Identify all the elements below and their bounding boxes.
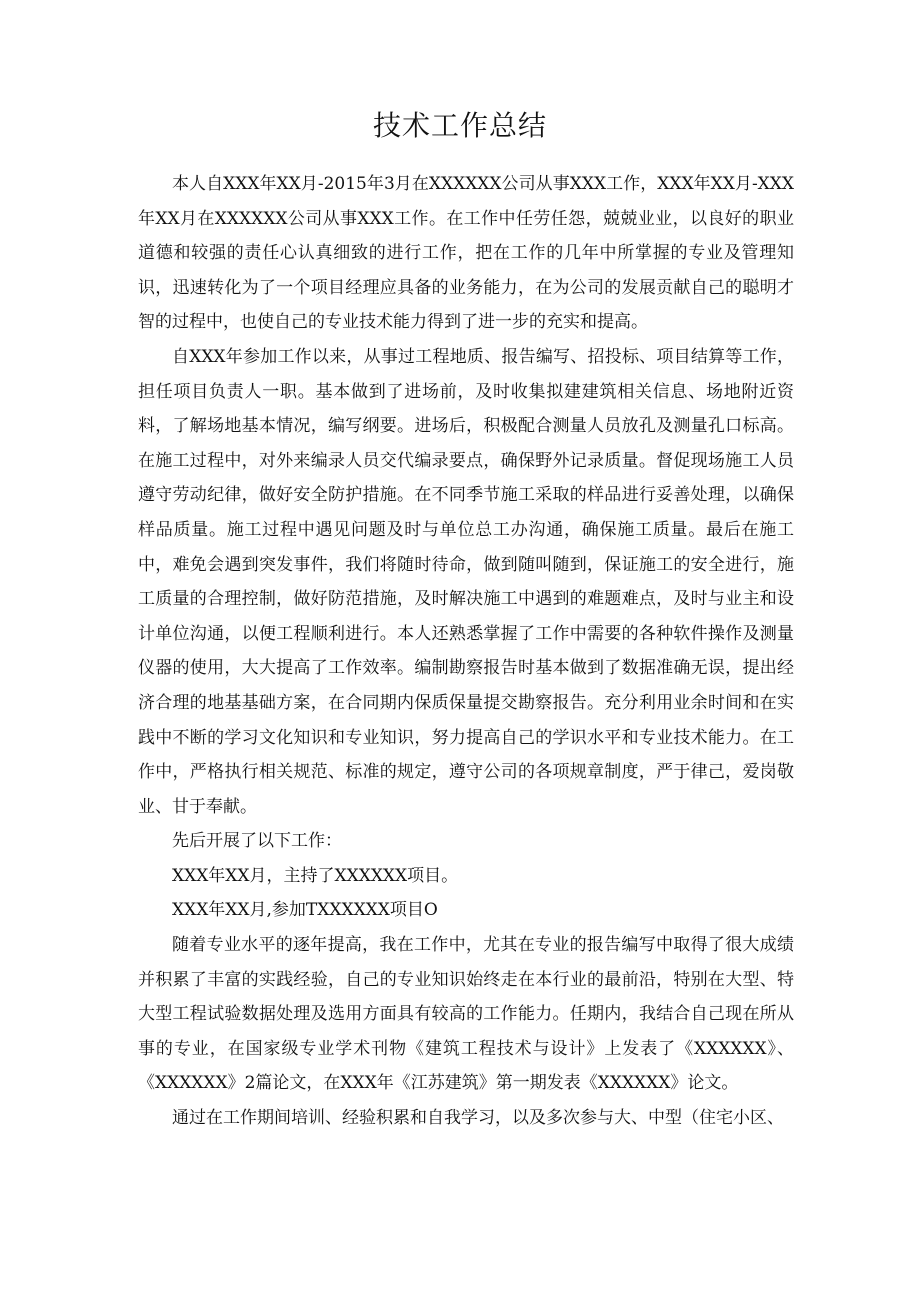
paragraph-career-summary: 本人自XXX年XX月-2015年3月在XXXXXX公司从事XXX工作，XXX年XX月-XXX年XX月在XXXXXX公司从事XXX工作。在工作中任劳任怨，兢兢业业，以良好的职业道德和较强的责任心认真细致的进行工作，把在工作的几年中所掌握的专业及管理知识，迅速转化为了一个项目经理应具备的业务能力，在为公司的发展贡献自己的聪明才智的过程中，也使自己的专业技术能力得到了进一步的充实和提高。 xyxy=(138,174,794,333)
paragraph-project-item-1: XXX年XX月，主持了XXXXXX项目。 xyxy=(172,865,459,886)
document-title: 技术工作总结 xyxy=(372,109,547,142)
document-body xyxy=(138,167,794,1136)
paragraph-training: 通过在工作期间培训、经验积累和自我学习，以及多次参与大、中型（住宅小区、 xyxy=(172,1108,784,1129)
paragraph-achievements: 随着专业水平的逐年提高，我在工作中，尤其在专业的报告编写中取得了很大成绩并积累了丰富的实践经验，自己的专业知识始终走在本行业的最前沿，特别在大型、特大型工程试验数据处理及选用方面具有较高的工作能力。任期内，我结合自己现在所从事的专业，在国家级专业学术刊物《建筑工程技术与设计》上发表了《XXXXXX》、《XXXXXX》2篇论文，在XXX年《江苏建筑》第一期发表《XXXXXX》论文。 xyxy=(138,935,794,1094)
paragraph-project-item-2: XXX年XX月,参加TXXXXXX项目O xyxy=(172,900,438,921)
paragraph-work-list-intro: 先后开展了以下工作： xyxy=(172,831,342,852)
paragraph-work-experience: 自XXX年参加工作以来，从事过工程地质、报告编写、招投标、项目结算等工作，担任项目负责人一职。基本做到了进场前，及时收集拟建建筑相关信息、场地附近资料，了解场地基本情况，编写纲要。进场后，积极配合测量人员放孔及测量孔口标高。在施工过程中，对外来编录人员交代编录要点，确保野外记录质量。督促现场施工人员遵守劳动纪律，做好安全防护措施。在不同季节施工采取的样品进行妥善处理，以确保样品质量。施工过程中遇见问题及时与单位总工办沟通，确保施工质量。最后在施工中，难免会遇到突发事件，我们将随时待命，做到随叫随到，保证施工的安全进行，施工质量的合理控制，做好防范措施，及时解决施工中遇到的难题难点，及时与业主和设计单位沟通，以便工程顺利进行。本人还熟悉掌握了工作中需要的各种软件操作及测量仪器的使用，大大提高了工作效率。编制勘察报告时基本做到了数据准确无误，提出经济合理的地基基础方案，在合同期内保质保量提交勘察报告。充分利用业余时间和在实践中不断的学习文化知识和专业知识，努力提高自己的学识水平和专业技术能力。在工作中，严格执行相关规范、标准的规定，遵守公司的各项规章制度，严于律己，爱岗敬业、甘于奉献。 xyxy=(138,346,794,817)
